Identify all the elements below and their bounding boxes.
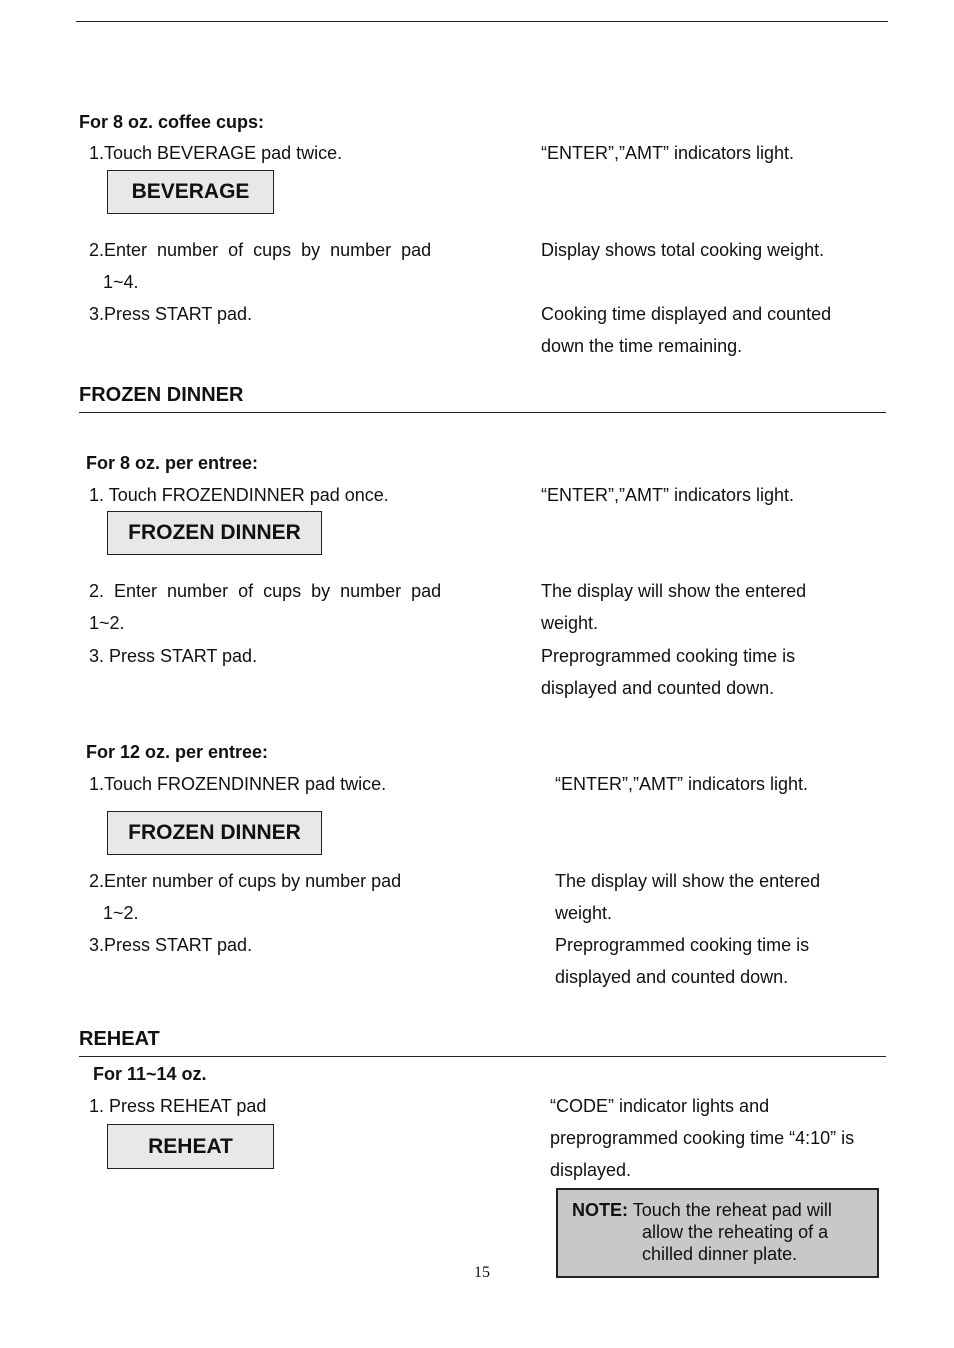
frozen-12oz-step-1-result: “ENTER”,”AMT” indicators light. — [555, 774, 809, 794]
note-label: NOTE: — [572, 1200, 628, 1220]
frozen-12oz-step-3: 3.Press START pad. — [89, 935, 253, 955]
reheat-heading: For 11~14 oz. — [93, 1064, 207, 1084]
frozen-8oz-step-2-result-cont: weight. — [541, 613, 599, 633]
reheat-pad: REHEAT — [107, 1124, 274, 1169]
page-number: 15 — [474, 1264, 490, 1281]
frozen-dinner-pad-2: FROZEN DINNER — [107, 811, 322, 855]
beverage-heading: For 8 oz. coffee cups: — [79, 112, 265, 132]
beverage-pad: BEVERAGE — [107, 170, 274, 214]
reheat-step-1-result-line-1: “CODE” indicator lights and — [550, 1096, 770, 1116]
top-rule — [76, 21, 888, 22]
beverage-step-2: 2.Enter number of cups by number pad — [89, 240, 432, 260]
beverage-step-2-cont: 1~4. — [103, 272, 139, 292]
frozen-12oz-step-2: 2.Enter number of cups by number pad — [89, 871, 402, 891]
beverage-step-3: 3.Press START pad. — [89, 304, 253, 324]
note-line-1: Touch the reheat pad will — [632, 1200, 832, 1220]
frozen-12oz-step-3-result-cont: displayed and counted down. — [555, 967, 789, 987]
reheat-step-1-result-line-2: preprogrammed cooking time “4:10” is — [550, 1128, 855, 1148]
beverage-step-1: 1.Touch BEVERAGE pad twice. — [89, 143, 343, 163]
reheat-note-box — [556, 1188, 879, 1278]
frozen-12oz-step-1: 1.Touch FROZENDINNER pad twice. — [89, 774, 387, 794]
frozen-12oz-step-2-result-cont: weight. — [555, 903, 613, 923]
frozen-8oz-step-3-result: Preprogrammed cooking time is — [541, 646, 796, 666]
note-line-3: chilled dinner plate. — [642, 1244, 798, 1264]
frozen-8oz-step-1: 1. Touch FROZENDINNER pad once. — [89, 485, 389, 505]
frozen-8oz-step-3: 3. Press START pad. — [89, 646, 258, 666]
frozen-8oz-step-2: 2. Enter number of cups by number pad — [89, 581, 442, 601]
frozen-12oz-heading: For 12 oz. per entree: — [86, 742, 269, 762]
reheat-step-1-result-line-3: displayed. — [550, 1160, 632, 1180]
beverage-step-2-result: Display shows total cooking weight. — [541, 240, 825, 260]
frozen-8oz-step-2-result: The display will show the entered — [541, 581, 807, 601]
frozen-12oz-step-3-result: Preprogrammed cooking time is — [555, 935, 810, 955]
beverage-step-1-result: “ENTER”,”AMT” indicators light. — [541, 143, 795, 163]
reheat-step-1: 1. Press REHEAT pad — [89, 1096, 267, 1116]
frozen-dinner-section-title: FROZEN DINNER — [79, 384, 886, 413]
frozen-8oz-heading: For 8 oz. per entree: — [86, 453, 259, 473]
beverage-step-3-result-cont: down the time remaining. — [541, 336, 743, 356]
frozen-dinner-pad-1: FROZEN DINNER — [107, 511, 322, 555]
frozen-12oz-step-2-cont: 1~2. — [103, 903, 139, 923]
beverage-step-3-result: Cooking time displayed and counted — [541, 304, 832, 324]
reheat-section-title: REHEAT — [79, 1028, 886, 1057]
frozen-8oz-step-3-result-cont: displayed and counted down. — [541, 678, 775, 698]
frozen-12oz-step-2-result: The display will show the entered — [555, 871, 821, 891]
frozen-8oz-step-2-cont: 1~2. — [89, 613, 125, 633]
note-line-2: allow the reheating of a — [642, 1222, 829, 1242]
frozen-8oz-step-1-result: “ENTER”,”AMT” indicators light. — [541, 485, 795, 505]
